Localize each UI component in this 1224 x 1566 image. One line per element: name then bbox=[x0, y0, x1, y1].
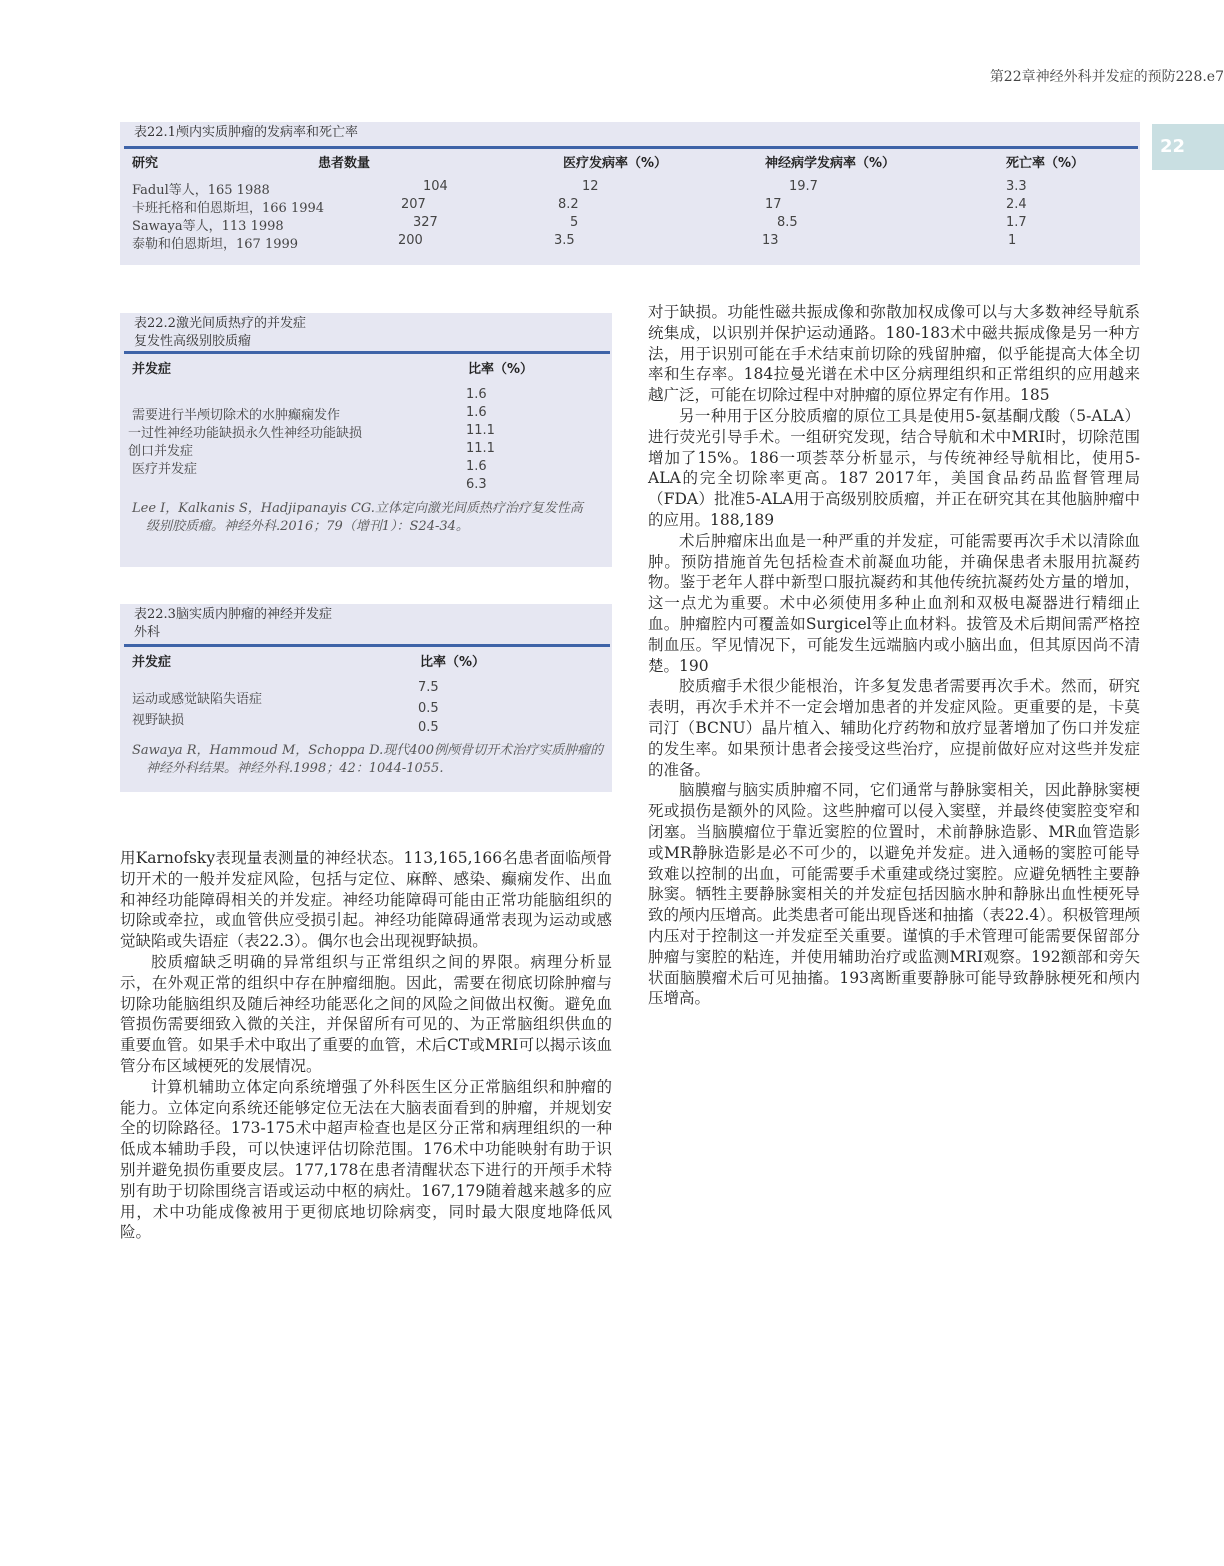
table-22-1 bbox=[120, 122, 1140, 265]
cell-complication: 需要进行半颅切除术的水肿癫痫发作 bbox=[132, 408, 341, 423]
table-caption: 表22.1颅内实质肿瘤的发病率和死亡率 bbox=[134, 125, 358, 140]
cell-rate: 1.6 bbox=[466, 459, 487, 474]
table-22-2 bbox=[120, 313, 612, 567]
table-22-3 bbox=[120, 604, 612, 792]
cell-rate: 0.5 bbox=[418, 701, 439, 716]
col-header-medical-morbidity: 医疗发病率（%） bbox=[563, 156, 668, 171]
cell-neuro: 8.5 bbox=[777, 215, 798, 230]
col-header-mortality: 死亡率（%） bbox=[1006, 156, 1085, 171]
cell-complication: 运动或感觉缺陷失语症 bbox=[132, 692, 263, 707]
right-column-text bbox=[648, 302, 1140, 1009]
paragraph: 胶质瘤手术很少能根治，许多复发患者需要再次手术。然而，研究表明，再次手术并不一定会增加患者的并发症风险。更重要的是，卡莫司汀（BCNU）晶片植入、辅助化疗药物和放疗显著增加了伤口并发症的发生率。如果预计患者会接受这些治疗，应提前做好应对这些并发症的准备。 bbox=[648, 677, 1140, 779]
paragraph: 用Karnofsky表现量表测量的神经状态。113,165,166名患者面临颅骨切开术的一般并发症风险，包括与定位、麻醉、感染、癫痫发作、出血和神经功能障碍相关的并发症。神经功能障碍可能由正常功能脑组织的切除或牵拉，或血管供应受损引起。神经功能障碍通常表现为运动或感觉缺陷或失语症（表22.3）。偶尔也会出现视野缺损。 bbox=[120, 849, 612, 951]
cell-rate: 1.6 bbox=[466, 405, 487, 420]
cell-study: Sawaya等人，113 1998 bbox=[132, 219, 284, 234]
col-header-rate: 比率（%） bbox=[420, 655, 486, 670]
running-head: 第22章神经外科并发症的预防228.e7 bbox=[989, 69, 1224, 85]
cell-rate: 1.6 bbox=[466, 387, 487, 402]
cell-rate: 11.1 bbox=[466, 441, 495, 456]
cell-mortality: 2.4 bbox=[1006, 197, 1027, 212]
table-rule bbox=[124, 644, 610, 647]
cell-complication: 一过性神经功能缺损永久性神经功能缺损 bbox=[128, 426, 363, 441]
cell-rate: 7.5 bbox=[418, 680, 439, 695]
table-source: Sawaya R，Hammoud M，Schoppa D.现代400例颅骨切开术治疗实质肿瘤的神经外科结果。神经外科.1998；42：1044-1055. bbox=[132, 743, 604, 776]
col-header-patients: 患者数量 bbox=[318, 156, 371, 171]
cell-complication: 视野缺损 bbox=[132, 713, 185, 728]
cell-complication: 医疗并发症 bbox=[132, 462, 198, 477]
col-header-neuro-morbidity: 神经病学发病率（%） bbox=[765, 156, 896, 171]
paragraph: 另一种用于区分胶质瘤的原位工具是使用5-氨基酮戊酸（5-ALA）进行荧光引导手术。一组研究发现，结合导航和术中MRI时，切除范围增加了15%。186一项荟萃分析显示，与传统神经导航相比，使用5-ALA的完全切除率更高。187 2017年，美国食品药品监督管理局（FDA）批准5-ALA用于高级别胶质瘤，并正在研究其在其他脑肿瘤中的应用。188,189 bbox=[648, 406, 1140, 529]
cell-patients: 207 bbox=[401, 197, 426, 212]
cell-neuro: 19.7 bbox=[789, 179, 818, 194]
table-caption-line2: 复发性高级别胶质瘤 bbox=[134, 334, 252, 349]
cell-rate: 6.3 bbox=[466, 477, 487, 492]
table-caption-line2: 外科 bbox=[134, 625, 161, 640]
col-header-complication: 并发症 bbox=[132, 362, 172, 377]
cell-medical: 8.2 bbox=[558, 197, 579, 212]
cell-mortality: 1.7 bbox=[1006, 215, 1027, 230]
col-header-complication: 并发症 bbox=[132, 655, 172, 670]
left-column-text bbox=[120, 848, 612, 1243]
cell-medical: 12 bbox=[582, 179, 599, 194]
cell-complication: 创口并发症 bbox=[128, 444, 194, 459]
paragraph: 计算机辅助立体定向系统增强了外科医生区分正常脑组织和肿瘤的能力。立体定向系统还能够定位无法在大脑表面看到的肿瘤，并规划安全的切除路径。173-175术中超声检查也是区分正常和病理组织的一种低成本辅助手段，可以快速评估切除范围。176术中功能映射有助于识别并避免损伤重要皮层。177,178在患者清醒状态下进行的开颅手术特别有助于切除围绕言语或运动中枢的病灶。167,179随着越来越多的应用，术中功能成像被用于更彻底地切除病变，同时最大限度地降低风险。 bbox=[120, 1077, 612, 1242]
cell-study: 卡班托格和伯恩斯坦，166 1994 bbox=[132, 201, 325, 216]
table-caption: 表22.2激光间质热疗的并发症 bbox=[134, 316, 306, 331]
table-rule bbox=[124, 146, 1138, 149]
cell-medical: 3.5 bbox=[554, 233, 575, 248]
cell-neuro: 13 bbox=[762, 233, 779, 248]
col-header-rate: 比率（%） bbox=[468, 362, 534, 377]
cell-rate: 0.5 bbox=[418, 720, 439, 735]
cell-patients: 200 bbox=[398, 233, 423, 248]
cell-study: Fadul等人，165 1988 bbox=[132, 183, 270, 198]
table-source: Lee I，Kalkanis S，Hadjipanayis CG.立体定向激光间质热疗治疗复发性高级别胶质瘤。神经外科.2016；79（增刊1）：S24-34。 bbox=[132, 501, 583, 534]
paragraph: 胶质瘤缺乏明确的异常组织与正常组织之间的界限。病理分析显示，在外观正常的组织中存在肿瘤细胞。因此，需要在彻底切除肿瘤与切除功能脑组织及随后神经功能恶化之间的风险之间做出权衡。避免血管损伤需要细致入微的关注，并保留所有可见的、为正常脑组织供血的重要血管。如果手术中取出了重要的血管，术后CT或MRI可以揭示该血管分布区域梗死的发展情况。 bbox=[120, 952, 612, 1075]
chapter-tab: 22 bbox=[1152, 124, 1224, 170]
cell-patients: 327 bbox=[413, 215, 438, 230]
cell-neuro: 17 bbox=[765, 197, 782, 212]
table-rule bbox=[124, 351, 610, 354]
cell-patients: 104 bbox=[423, 179, 448, 194]
cell-rate: 11.1 bbox=[466, 423, 495, 438]
paragraph: 脑膜瘤与脑实质肿瘤不同，它们通常与静脉窦相关，因此静脉窦梗死或损伤是额外的风险。这些肿瘤可以侵入窦壁，并最终使窦腔变窄和闭塞。当脑膜瘤位于靠近窦腔的位置时，术前静脉造影、MR血管造影或MR静脉造影是必不可少的，以避免并发症。进入通畅的窦腔可能导致难以控制的出血，可能需要手术重建或绕过窦腔。应避免牺牲主要静脉窦。牺牲主要静脉窦相关的并发症包括因脑水肿和静脉出血性梗死导致的颅内压增高。此类患者可能出现昏迷和抽搐（表22.4）。积极管理颅内压对于控制这一并发症至关重要。谨慎的手术管理可能需要保留部分肿瘤与窦腔的粘连，并使用辅助治疗或监测MRI观察。192额部和旁矢状面脑膜瘤术后可见抽搐。193离断重要静脉可能导致静脉梗死和颅内压增高。 bbox=[648, 781, 1140, 1008]
paragraph: 对于缺损。功能性磁共振成像和弥散加权成像可以与大多数神经导航系统集成，以识别并保护运动通路。180-183术中磁共振成像是另一种方法，用于识别可能在手术结束前切除的残留肿瘤，似乎能提高大体全切率和生存率。184拉曼光谱在术中区分病理组织和正常组织的应用越来越广泛，可能在切除过程中对肿瘤的原位界定有作用。185 bbox=[648, 303, 1140, 405]
cell-mortality: 3.3 bbox=[1006, 179, 1027, 194]
cell-medical: 5 bbox=[570, 215, 579, 230]
col-header-study: 研究 bbox=[132, 156, 159, 171]
cell-study: 泰勒和伯恩斯坦，167 1999 bbox=[132, 237, 299, 252]
table-caption: 表22.3脑实质内肿瘤的神经并发症 bbox=[134, 607, 332, 622]
cell-mortality: 1 bbox=[1008, 233, 1017, 248]
paragraph: 术后肿瘤床出血是一种严重的并发症，可能需要再次手术以清除血肿。预防措施首先包括检查术前凝血功能，并确保患者未服用抗凝药物。鉴于老年人群中新型口服抗凝药和其他传统抗凝药处方量的增加，这一点尤为重要。术中必须使用多种止血剂和双极电凝器进行精细止血。肿瘤腔内可覆盖如Surgicel等止血材料。拔管及术后期间需严格控制血压。罕见情况下，可能发生远端脑内或小脑出血，但其原因尚不清楚。190 bbox=[648, 531, 1140, 675]
